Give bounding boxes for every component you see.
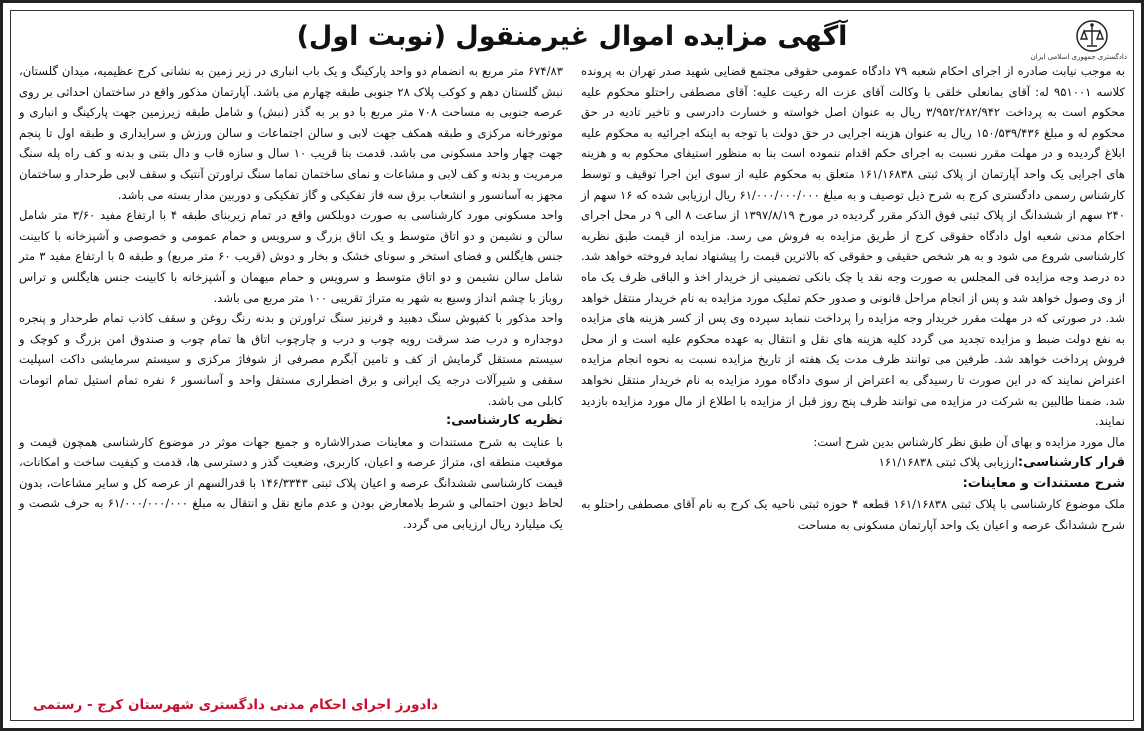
paragraph-unit: واحد مسکونی مورد کارشناسی به صورت دوبلکس واقع در تمام زیربنای طبقه ۴ با ارتفاع مفید ۳/۶۰ متر شامل سالن و نشیمن و دو اتاق متوسط و یک اتاق بزرگ و سرویس و حمام عمومی و خصوصی و آشپزخانه با کابینت جنس هایگلس و فضای استخر و سونای خشک و بخار و دوش (قریب ۶۰ متر مربع) و طبقه ۵ با ارتفاع مفید ۳ متر شامل سالن نشیمن و دو اتاق متوسط و سرویس و حمام میهمان و آشپزخانه با کابینت جنس هایگلس و تراس روباز با چشم انداز وسیع به شهر به متراژ تقریبی ۱۰۰ متر مربع می باشد. bbox=[19, 208, 563, 305]
right-column bbox=[581, 61, 1125, 690]
paragraph-valuation-intro: مال مورد مزایده و بهای آن طبق نظر کارشناس بدین شرح است: bbox=[813, 434, 1125, 449]
notice-header bbox=[11, 17, 1133, 61]
paragraph-expert-order bbox=[581, 452, 1125, 474]
notice-title: آگهی مزایده اموال غیرمنقول (نوبت اول) bbox=[296, 21, 848, 52]
expert-opinion-heading: نظریه کارشناسی: bbox=[446, 413, 563, 429]
documents-heading: شرح مستندات و معاینات: bbox=[962, 475, 1125, 491]
expert-order-text: ارزیابی پلاک ثبتی ۱۶۱/۱۶۸۳۸ bbox=[878, 455, 1018, 470]
paragraph-expert-opinion: با عنایت به شرح مستندات و معاینات صدرالاشاره و جمیع جهات موثر در موضوع کارشناسی همچون قیمت و موقعیت منطقه ای، متراژ عرصه و اعیان، کاربری، وضعیت گذر و دسترسی ها، قدمت و کیفیت ساخت و امکانات، قیمت کارشناسی ششدانگ عرصه و اعیان پلاک ثبتی ۱۴۶/۳۳۴۳ با قدرالسهم از عرصه کل و سایر مشاعات، بدون لحاظ دیون احتمالی و شرط بلامعارض بودن و عدم مانع نقل و انتقال به مبلغ ۶۱/۰۰۰/۰۰۰/۰۰۰ به حرف شصت و یک میلیارد ریال ارزیابی می گردد. bbox=[19, 434, 563, 532]
paragraph-building: ۶۷۴/۸۳ متر مربع به انضمام دو واحد پارکینگ و یک باب انباری در زیر زمین به نشانی کرج عظیمیه، میدان گلستان، نبش گلستان دهم و کوکب پلاک ۲۸ جنوبی طبقه چهارم می باشد. آپارتمان مذکور واقع در ساختمان احداثی بر روی عرصه جنوبی به مساحت ۷۰۸ متر مربع با دو بر به گذر (نبش) و شامل طبقه زیرزمین جهت پارکینگ و انباری و موتورخانه مرکزی و طبقه همکف جهت لابی و سالن اجتماعات و سالن ورزش و سرایداری و طبقه اول تا پنجم جهت چهار واحد مسکونی می باشد. قدمت بنا قریب ۱۰ سال و سازه قاب و دال بتنی و بدنه و کف راه پله سنگ مرمریت و بدنه و کف لابی و مشاعات و نمای ساختمان تماما سنگ تراورتن آنتیک و سقف لابی طرحدار و ساختمان مجهز به آسانسور و انشعاب برق سه فاز تفکیکی و گاز تفکیکی و دوربین مدار بسته می باشد. bbox=[19, 64, 564, 202]
paragraph-property-description: ملک موضوع کارشناسی با پلاک ثبتی ۱۶۱/۱۶۸۳۸ قطعه ۴ حوزه ثبتی ناحیه یک کرج به نام آقای مصطفی راحتلو به شرح ششدانگ عرصه و اعیان یک واحد آپارتمان مسکونی به مساحت bbox=[581, 497, 1125, 533]
left-column bbox=[19, 61, 563, 690]
notice-body bbox=[19, 61, 1125, 690]
paragraph-finishes: واحد مذکور با کفپوش سنگ دهبید و قرنیز سنگ تراورتن و بدنه رنگ روغن و سقف کاذب تمام طرحدار و پنجره دوجداره و درب ضد سرقت رویه چوب و درب و چارچوب اتاق ها تمام چوب و صندوق امن بزرگ و کوچک و سیستم مستقل گرمایش از کف و تامین آبگرم مصرفی از شوفاژ مرکزی و سیستم سرمایشی داکت اسپلیت سقفی و شیرآلات درجه یک ایرانی و برق اضطراری مستقل واحد و آسانسور ۶ نفره تمام استیل تمام اتومات کابلی می باشد. bbox=[19, 311, 563, 408]
paragraph-intro: به موجب نیابت صادره از اجرای احکام شعبه ۷۹ دادگاه عمومی حقوقی مجتمع قضایی شهید صدر تهران به پرونده کلاسه ۹۵۱۰۰۱ له: آقای بمانعلی خلقی با وکالت آقای عزت اله رعیت علیه: آقای مصطفی راحتلو محکوم علیه محکوم است به پرداخت ۳/۹۵۲/۲۸۲/۹۴۲ ریال به عنوان اصل خواسته و خسارت دادرسی و تاخیر تادیه در حق محکوم له و مبلغ ۱۵۰/۵۳۹/۴۳۶ ریال به عنوان هزینه اجرایی در حق دولت با توجه به اینکه اجرائیه به محکوم علیه ابلاغ گردیده و در مهلت مقرر نسبت به اجرای حکم اقدام ننموده است بنا به منظور استیفای محکوم به و هزینه های اجرایی یک واحد آپارتمان از پلاک ثبتی ۱۶۱/۱۶۸۳۸ متعلق به محکوم علیه از سوی این اجرا توقیف و توسط کارشناس رسمی دادگستری کرج به شرح ذیل توصیف و به مبلغ ۶۱/۰۰۰/۰۰۰/۰۰۰ ریال ارزیابی شده که ۱۶ سهم از ۲۴۰ سهم از ششدانگ از پلاک ثبتی فوق الذکر مقرر گردیده در مورخ ۱۳۹۷/۸/۱۹ از ساعت ۸ الی ۹ در محل اجرای احکام مدنی شعبه اول دادگاه حقوقی کرج از طریق مزایده به فروش می رسد. مزایده از قیمت طبق نظریه کارشناسی شروع می شود و به هر شخص حقیقی و حقوقی که بالاترین قیمت را پیشنهاد نماید فروخته خواهد شد. ده درصد وجه مزایده فی المجلس به صورت وجه نقد یا چک بانکی تضمینی از خریدار اخذ و الباقی ظرف یک ماه از وی وصول خواهد شد و پس از انجام مراحل قانونی و صدور حکم تملیک مورد مزایده به نام خریدار منتقل خواهد شد. در صورتی که در مهلت مقرر خریدار وجه مزایده را پرداخت ننماید سپرده وی پس از کسر هزینه های مزایده به نفع دولت ضبط و مزایده تجدید می گردد کلیه هزینه های نقل و انتقال به عهده محکوم علیه است و از محل فروش پرداخت خواهد شد. طرفین می توانند ظرف مدت یک هفته از تاریخ مزایده نسبت به نحوه انجام مزایده اعتراض نمایند که در این صورت تا رسیدگی به اعتراض از سوی دادگاه مورد مزایده به نام خریدار منتقل نخواهد شد. ضمنا طالبین به شرکت در مزایده می توانند ظرف پنج روز قبل از مزایده با اطلاع از مال مورد مزایده بازدید نمایند. bbox=[581, 64, 1126, 429]
notice-frame bbox=[10, 10, 1134, 721]
expert-order-heading: قرار کارشناسی: bbox=[1017, 455, 1125, 471]
signature-line: دادورز اجرای احکام مدنی دادگستری شهرستان کرج - رستمی bbox=[33, 697, 438, 713]
emblem-caption: دادگستری جمهوری اسلامی ایران bbox=[1030, 53, 1127, 61]
